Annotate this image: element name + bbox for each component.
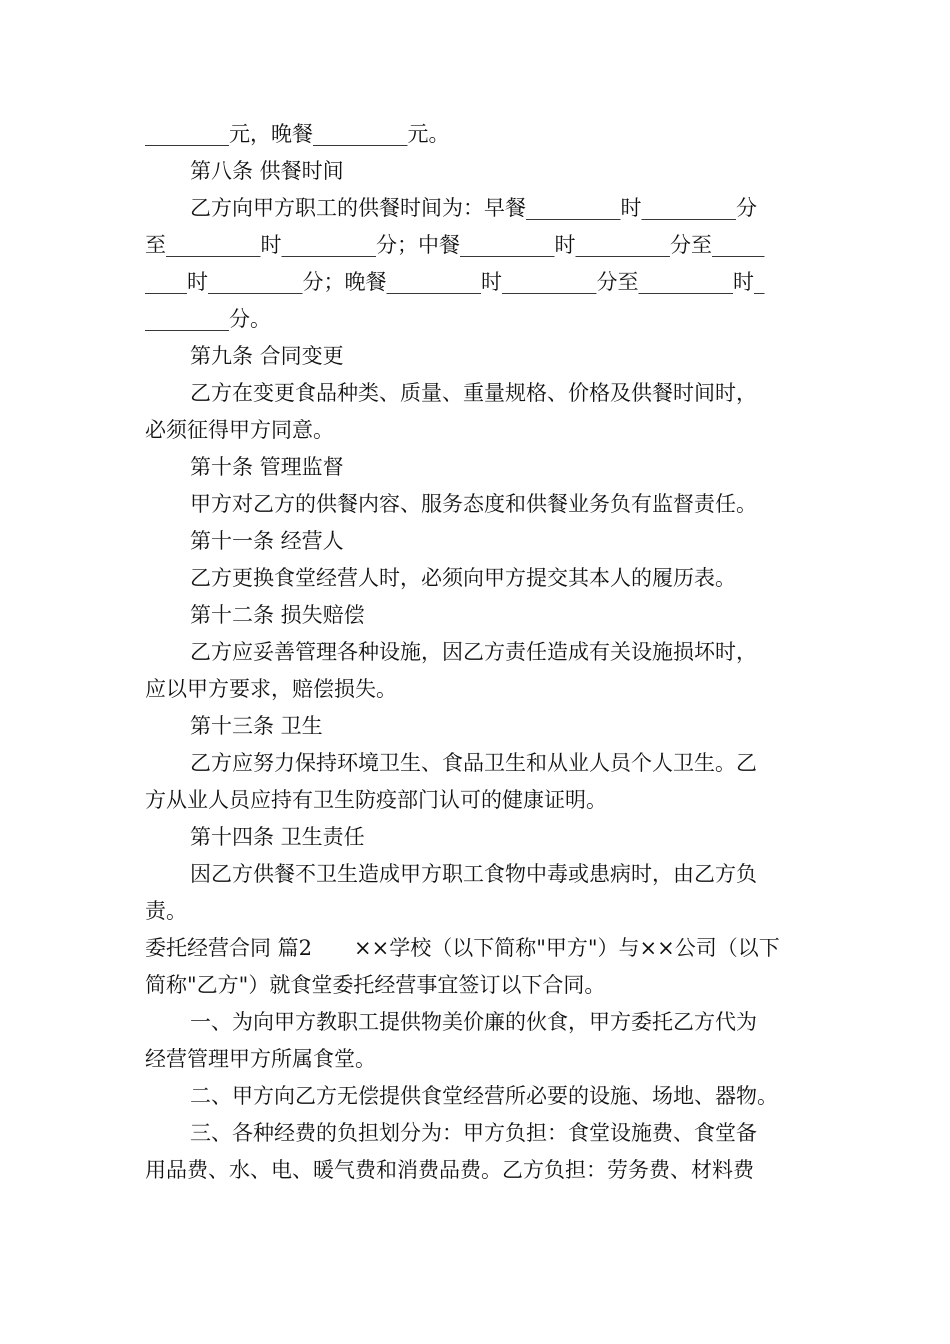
text-line: ________元，晚餐_________元。 [145, 122, 450, 146]
paragraph-line: 甲方对乙方的供餐内容、服务态度和供餐业务负有监督责任。 [190, 492, 757, 516]
paragraph-line: 乙方应努力保持环境卫生、食品卫生和从业人员个人卫生。乙 [190, 751, 757, 775]
text-line: ____时_________分；晚餐_________时_________分至_________时_ [145, 270, 765, 294]
text-line: ________分。 [145, 307, 271, 331]
article-heading: 第十条 管理监督 [190, 455, 344, 479]
text-line: 方从业人员应持有卫生防疫部门认可的健康证明。 [145, 788, 607, 812]
paragraph-line: 二、甲方向乙方无偿提供食堂经营所必要的设施、场地、器物。 [190, 1084, 778, 1108]
text-line: 简称"乙方"）就食堂委托经营事宜签订以下合同。 [145, 973, 606, 997]
article-heading: 第八条 供餐时间 [190, 159, 344, 183]
section-heading-line: 委托经营合同 篇2 ××学校（以下简称"甲方"）与××公司（以下 [145, 936, 780, 960]
paragraph-line: 乙方向甲方职工的供餐时间为：早餐_________时_________分 [190, 196, 757, 220]
paragraph-line: 因乙方供餐不卫生造成甲方职工食物中毒或患病时，由乙方负 [190, 862, 757, 886]
paragraph-line: 乙方在变更食品种类、质量、重量规格、价格及供餐时间时， [190, 381, 757, 405]
article-heading: 第十一条 经营人 [190, 529, 344, 553]
text-line: 用品费、水、电、暖气费和消费品费。乙方负担：劳务费、材料费 [145, 1158, 754, 1182]
text-line: 必须征得甲方同意。 [145, 418, 334, 442]
document-page [145, 116, 810, 1189]
article-heading: 第十四条 卫生责任 [190, 825, 365, 849]
paragraph-line: 乙方更换食堂经营人时，必须向甲方提交其本人的履历表。 [190, 566, 736, 590]
article-heading: 第九条 合同变更 [190, 344, 344, 368]
text-line: 应以甲方要求，赔偿损失。 [145, 677, 397, 701]
article-heading: 第十三条 卫生 [190, 714, 323, 738]
text-line: 责。 [145, 899, 187, 923]
paragraph-line: 一、为向甲方教职工提供物美价廉的伙食，甲方委托乙方代为 [190, 1010, 757, 1034]
paragraph-line: 乙方应妥善管理各种设施，因乙方责任造成有关设施损坏时， [190, 640, 757, 664]
text-line: 至_________时_________分；中餐_________时_________分至_____ [145, 233, 765, 257]
text-line: 经营管理甲方所属食堂。 [145, 1047, 376, 1071]
paragraph-line: 三、各种经费的负担划分为：甲方负担：食堂设施费、食堂备 [190, 1121, 757, 1145]
article-heading: 第十二条 损失赔偿 [190, 603, 365, 627]
